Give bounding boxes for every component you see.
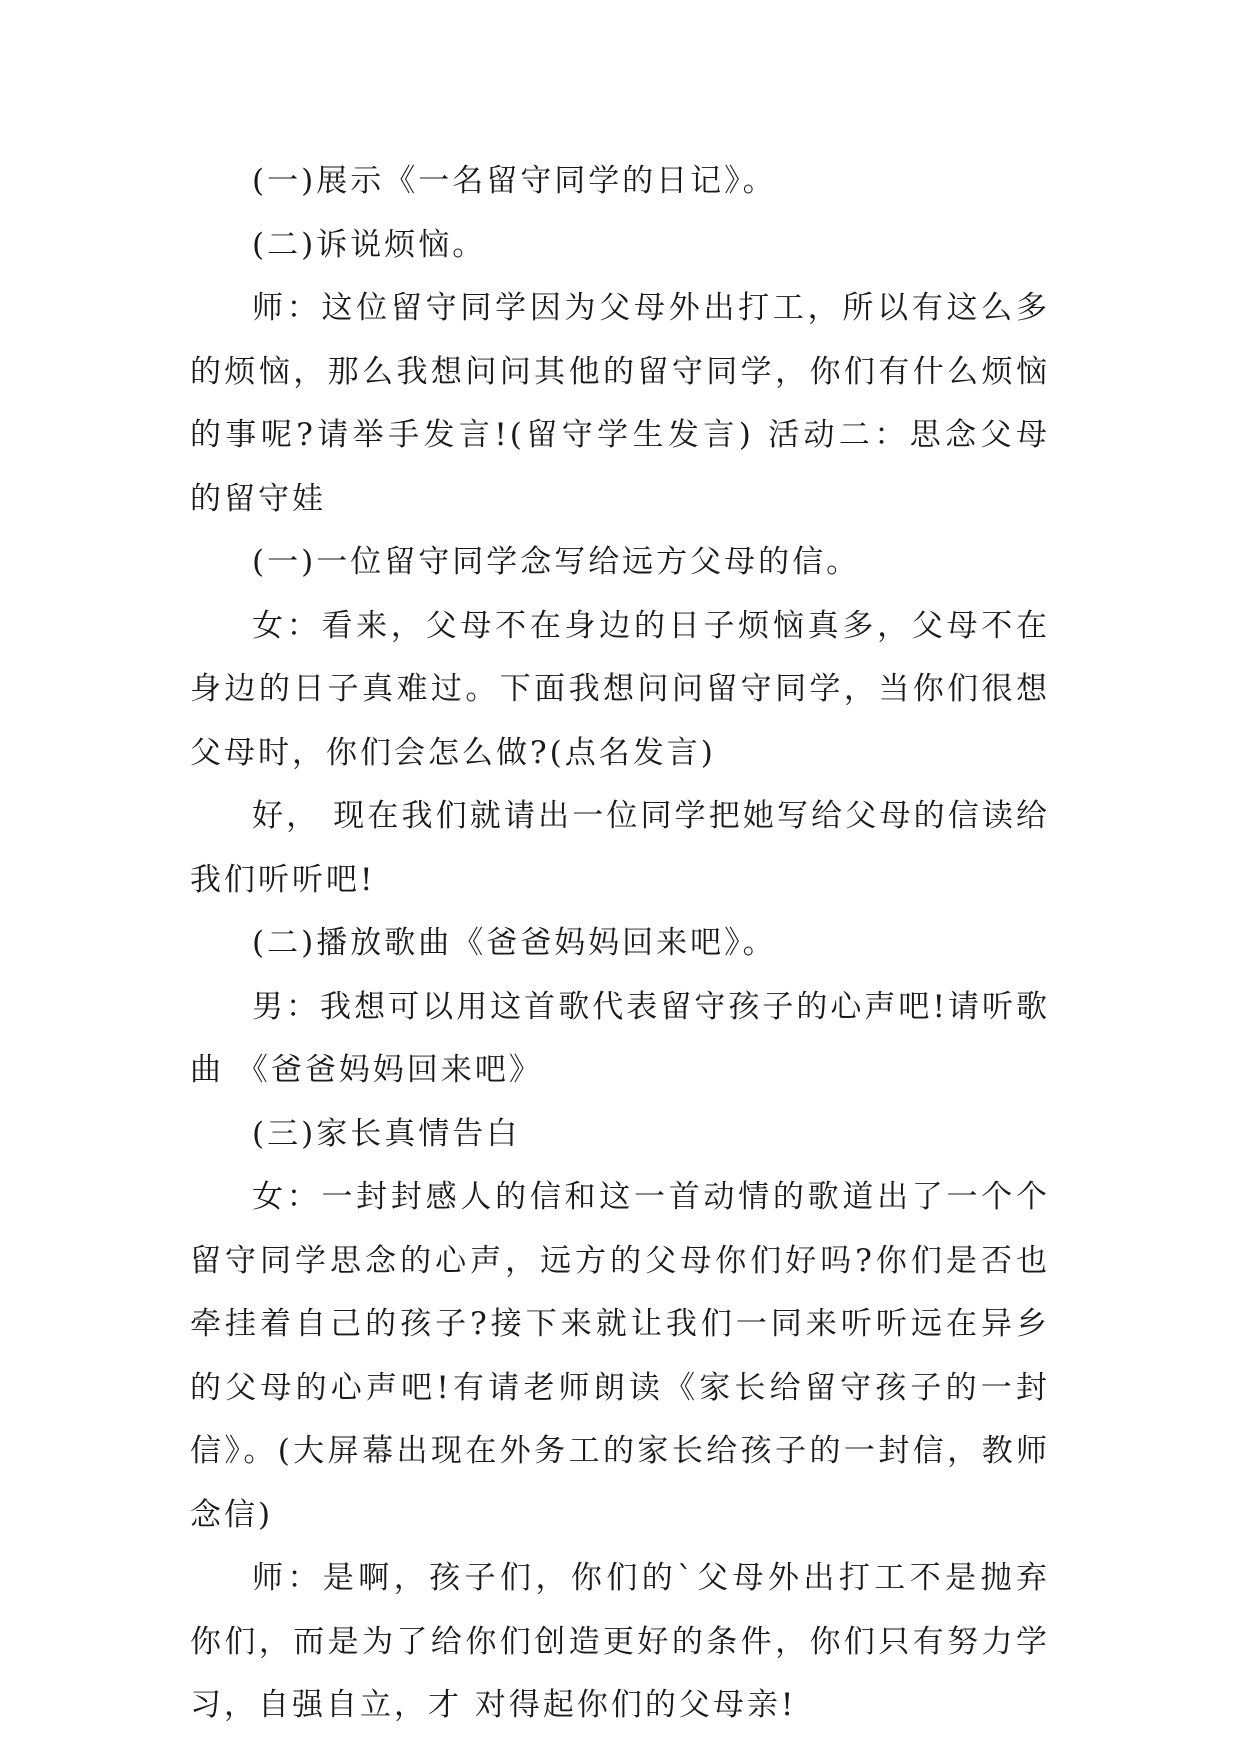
paragraph-teacher-question: 师：这位留守同学因为父母外出打工，所以有这么多的烦恼，那么我想问问其他的留守同学，你们有什么烦恼的事呢?请举手发言!(留守学生发言) 活动二：思念父母的留守娃 bbox=[190, 290, 1050, 517]
document-body bbox=[190, 150, 1050, 1738]
paragraph-teacher-conclusion: 师：是啊，孩子们，你们的`父母外出打工不是抛弃你们，而是为了给你们创造更好的条件，你们只有努力学习，自强自立，才 对得起你们的父母亲! bbox=[190, 1560, 1050, 1723]
paragraph-boy-song-intro: 男：我想可以用这首歌代表留守孩子的心声吧!请听歌曲 《爸爸妈妈回来吧》 bbox=[190, 988, 1050, 1088]
paragraph-tell-worries: (二)诉说烦恼。 bbox=[252, 226, 487, 263]
paragraph-girl-letter-intro: 女：一封封感人的信和这一首动情的歌道出了一个个留守同学思念的心声，远方的父母你们好吗?你们是否也牵挂着自己的孩子?接下来就让我们一同来听听远在异乡的父母的心声吧!有请老师朗读《家长给留守孩子的一封信》。(大屏幕出现在外务工的家长给孩子的一封信，教师念信) bbox=[190, 1179, 1050, 1533]
paragraph-girl-question: 女：看来，父母不在身边的日子烦恼真多，父母不在身边的日子真难过。下面我想问问留守同学，当你们很想父母时，你们会怎么做?(点名发言) bbox=[190, 607, 1050, 771]
paragraph-invite-student: 好， 现在我们就请出一位同学把她写给父母的信读给我们听听吧! bbox=[190, 798, 1050, 898]
paragraph-play-song: (二)播放歌曲《爸爸妈妈回来吧》。 bbox=[252, 925, 777, 961]
paragraph-show-diary: (一)展示《一名留守同学的日记》。 bbox=[252, 163, 777, 199]
paragraph-read-letter: (一)一位留守同学念写给远方父母的信。 bbox=[252, 544, 861, 580]
paragraph-parent-confession: (三)家长真情告白 bbox=[252, 1115, 521, 1152]
